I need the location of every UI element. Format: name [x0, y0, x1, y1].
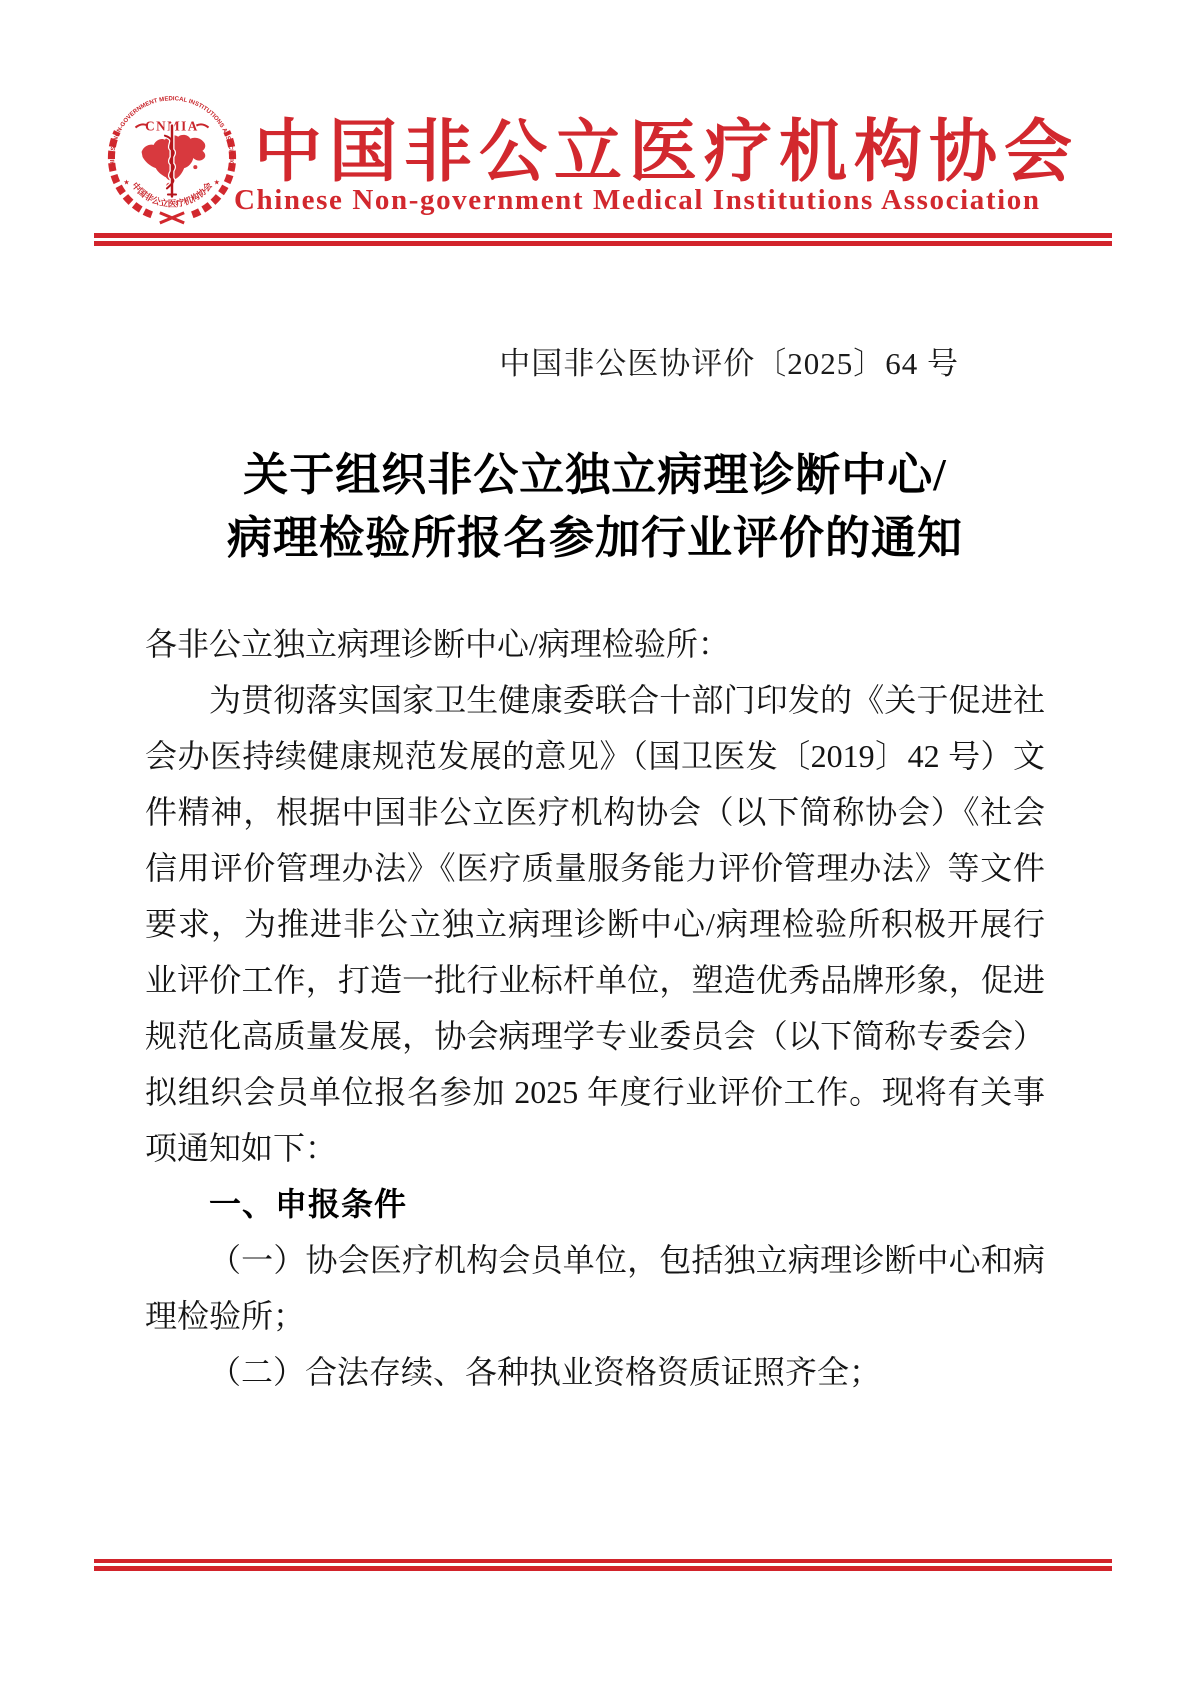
logo-star-right: ★	[213, 178, 220, 187]
org-name-zh: 中国非公立医疗机构协会	[254, 114, 1080, 190]
list-item-1: （一）协会医疗机构会员单位，包括独立病理诊断中心和病理检验所；	[145, 1242, 1045, 1334]
body-paragraph: 为贯彻落实国家卫生健康委联合十部门印发的《关于促进社会办医持续健康规范发展的意见》（国卫医发〔2019〕42 号）文件精神，根据中国非公立医疗机构协会（以下简称协会）《社会信用评价管理办法》《医疗质量服务能力评价管理办法》等文件要求，为推进非公立独立病理诊断中心/病理检验所积极开展行业评价工作，打造一批行业标杆单位，塑造优秀品牌形象，促进规范化高质量发展，协会病理学专业委员会（以下简称专委会）拟组织会员单位报名参加 2025 年度行业评价工作。现将有关事项通知如下：	[145, 682, 1045, 1166]
doc-title-line2: 病理检验所报名参加行业评价的通知	[226, 513, 963, 563]
header-divider-line-1	[94, 233, 1112, 238]
logo-acronym: CNMIA	[145, 118, 199, 134]
logo-ring-text-zh: 中国非公立医疗机构协会	[129, 180, 215, 209]
org-name-en: Chinese Non-government Medical Institutions Association	[234, 184, 1041, 216]
header-divider	[94, 233, 1112, 246]
list-item-2: （二）合法存续、各种执业资格资质证照齐全；	[209, 1354, 882, 1390]
doc-body	[145, 616, 1045, 1400]
doc-number: 中国非公医协评价〔2025〕64 号	[499, 346, 959, 381]
taiwan-dot	[193, 165, 197, 169]
logo-star-left: ★	[123, 178, 130, 187]
cnmia-logo	[101, 85, 243, 231]
logo-ring-text-en: CHINESE NON-GOVERNMENT MEDICAL INSTITUTIONS ASSOCIATION	[109, 95, 235, 171]
header-divider-line-2	[94, 241, 1112, 246]
section-heading-1: 一、申报条件	[209, 1185, 408, 1223]
salutation: 各非公立独立病理诊断中心/病理检验所：	[145, 626, 730, 662]
footer-divider-line-1	[94, 1559, 1112, 1563]
footer-divider-line-2	[94, 1566, 1112, 1571]
doc-title-line1: 关于组织非公立独立病理诊断中心/	[243, 450, 947, 500]
doc-title	[120, 444, 1070, 570]
footer-divider	[94, 1559, 1112, 1571]
